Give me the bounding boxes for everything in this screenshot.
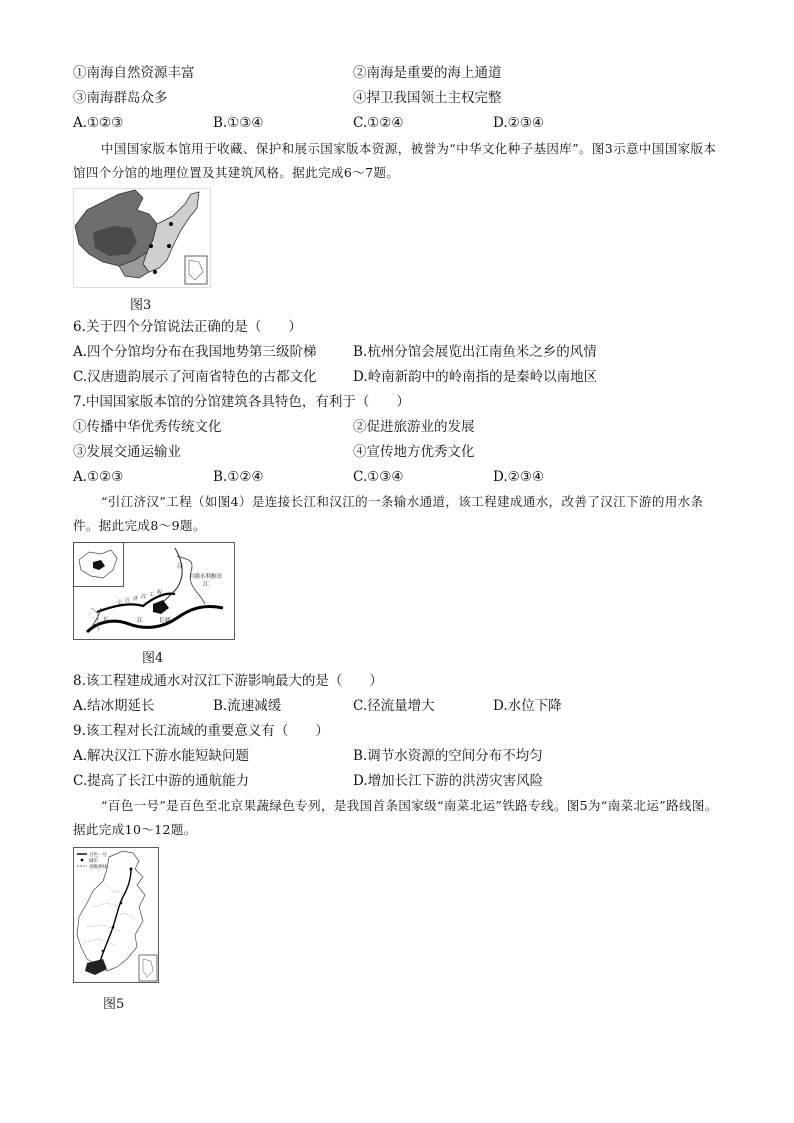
fig4-label-ji: 济 [133,596,139,602]
passage-water-diversion: “引江济汉”工程（如图4）是连接长江和汉江的一条输水通道，该工程建成通水，改善了汉江下游的用水条件。据此完成8～9题。 [73,494,704,533]
passage-version-library: 中国国家版本馆用于收藏、保护和展示国家版本资源，被誉为“中华文化种子基因库”。图3示意中国国家版本馆四个分馆的地理位置及其建筑风格。据此完成6～7题。 [73,141,717,180]
figure-3-map [73,188,211,288]
q8-option-c: C.径流量增大 [353,698,435,714]
q9-option-a: A.解决汉江下游水能短缺问题 [73,748,250,764]
q8-option-b: B.流速减缓 [213,698,282,714]
q8-option-d: D.水位下降 [493,698,562,714]
option-a: A.①②③ [73,115,124,131]
q7-statement-4: ④宣传地方优秀文化 [353,444,475,460]
figure-4-caption: 图4 [142,651,164,666]
fig4-label-han-2: 汉 [141,594,147,600]
q7-statement-1: ①传播中华优秀传统文化 [73,419,222,435]
q7-option-d: D.②③④ [493,469,544,485]
passage-vegetable-train: “百色一号”是百色至北京果蔬绿色专列，是我国首条国家级“南菜北运”铁路专线。图5为“南菜北运”路线图。据此完成10～12题。 [73,798,718,837]
q8-stem: 8.该工程建成通水对汉江下游影响最大的是（ ） [73,673,383,689]
fig4-label-jiang-2: 江 [125,598,131,604]
q6-option-c: C.汉唐遗韵展示了河南省特色的古都文化 [73,369,317,385]
fig4-label-han: 汉 [177,563,184,570]
figure-4-map [73,542,235,640]
q6-stem: 6.关于四个分馆说法正确的是（ ） [73,319,302,335]
q6-option-a: A.四个分馆均分布在我国地势第三级阶梯 [73,344,317,360]
fig4-label-chang: 长 [103,617,110,624]
q7-option-b: B.①②④ [213,469,264,485]
fig4-label-yin: 引 [117,600,123,606]
fig4-label-changhu: 长湖 [159,618,171,624]
fig5-legend-route: 百色一号 [89,853,107,858]
fig4-label-gong: 工 [149,592,155,598]
option-b: B.①③④ [213,115,264,131]
q7-option-a: A.①②③ [73,469,124,485]
statement-1: ①南海自然资源丰富 [73,65,195,81]
fig4-label-jiang-1: 江 [203,581,210,588]
statement-2: ②南海是重要的海上通道 [353,65,502,81]
q7-option-c: C.①③④ [353,469,404,485]
q6-option-b: B.杭州分馆会展览出江南鱼米之乡的风情 [353,344,597,360]
fig5-legend-city: 城市 [89,859,98,864]
q9-option-b: B.调节水资源的空间分布不均匀 [353,748,543,764]
q6-option-d: D.岭南新韵中的岭南指的是秦岭以南地区 [353,369,598,385]
figure-3-caption: 图3 [130,298,152,313]
q9-stem: 9.该工程对长江流域的重要意义有（ ） [73,723,329,739]
q7-statement-3: ③发展交通运输业 [73,444,181,460]
q9-option-c: C.提高了长江中游的通航能力 [73,773,250,789]
statement-3: ③南海群岛众多 [73,90,168,106]
statement-4: ④捍卫我国领土主权完整 [353,90,502,106]
fig4-label-cheng: 程 [157,590,163,596]
option-c: C.①②④ [353,115,404,131]
fig4-label-xinglong: 兴隆水利枢纽 [189,574,223,580]
q9-option-d: D.增加长江下游的洪涝灾害风险 [353,773,544,789]
fig4-label-jiang-3: 江 [137,617,144,624]
q7-statement-2: ②促进旅游业的发展 [353,419,475,435]
option-d: D.②③④ [493,115,544,131]
q7-stem: 7.中国国家版本馆的分馆建筑各具特色，有利于（ ） [73,394,410,410]
q8-option-a: A.结冰期延长 [73,698,155,714]
fig5-legend-boundary: 省级界线 [89,865,107,870]
figure-5-map [73,847,159,983]
figure-5-caption: 图5 [103,997,125,1012]
